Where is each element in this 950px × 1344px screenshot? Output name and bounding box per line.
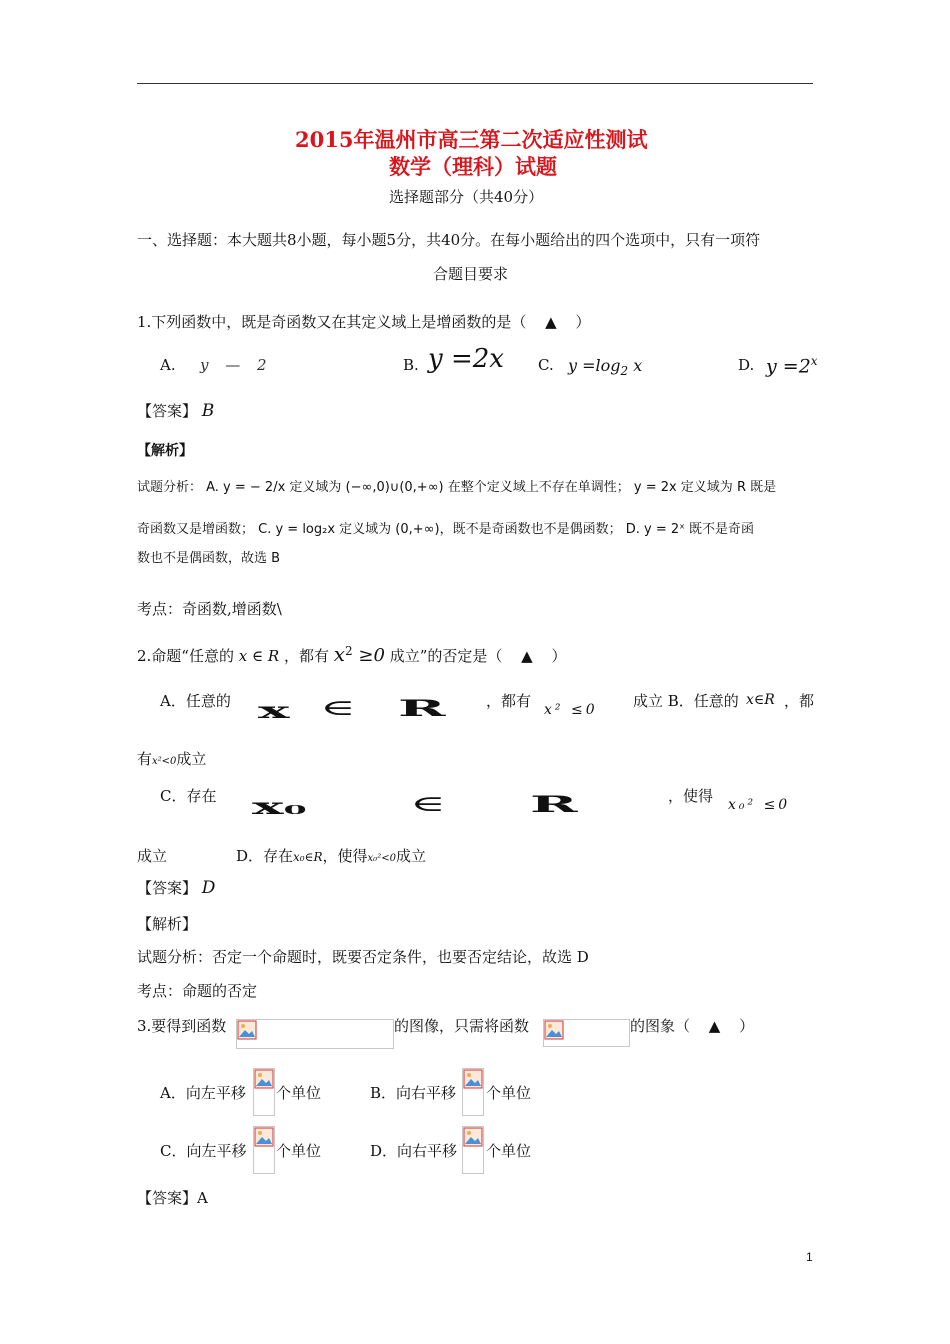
q1-kaodian: 考点：奇函数,增函数\ (137, 600, 282, 618)
q3-option-d-unit: 个单位 (486, 1142, 532, 1160)
q1-analysis-label: 【解析】 (137, 443, 193, 459)
q2-stem (137, 642, 567, 666)
q3-option-a-unit: 个单位 (276, 1084, 322, 1102)
q3-stem-close: ） (739, 1017, 755, 1035)
q2-stem-close: ） (551, 647, 567, 665)
q2-option-d-end: 成立 (395, 847, 426, 865)
answer-marker-icon: ▲ (708, 1017, 721, 1035)
q2-option-a-text: ，都有 (486, 692, 532, 710)
q1-option-d-exp: x (810, 354, 818, 368)
q1-option-c-var: x (633, 356, 643, 375)
q1-option-a-label: A. (160, 356, 176, 374)
q2-option-a-end: 成立 B．任意的 (633, 692, 739, 710)
q1-stem (137, 311, 590, 332)
q2-analysis: 试题分析：否定一个命题时，既要否定条件，也要否定结论，故选 D (137, 948, 589, 966)
q2-stem-math3: ≥0 (352, 645, 385, 666)
q1-stem-text: 1.下列函数中，既是奇函数又在其定义域上是增函数的是（ (137, 313, 527, 331)
q3-option-c-unit: 个单位 (276, 1142, 322, 1160)
q3-answer (137, 1187, 208, 1208)
q3-option-b-unit: 个单位 (486, 1084, 532, 1102)
q2-option-b-ineq: x²<0 (152, 756, 177, 767)
q2-option-c-text: ，使得 (668, 787, 714, 805)
q1-stem-close: ） (575, 313, 591, 331)
answer-marker-icon: ▲ (545, 313, 557, 331)
q1-option-c-main: y =log (568, 356, 621, 375)
q1-answer (137, 400, 214, 421)
q1-option-d-formula (766, 354, 818, 377)
q3-answer-label: 【答案】 (137, 1189, 198, 1207)
broken-image-icon (543, 1019, 630, 1047)
q2-answer-value: D (201, 878, 216, 898)
q1-option-c-formula (568, 356, 642, 378)
broken-image-icon (236, 1019, 394, 1049)
q2-analysis-label: 【解析】 (137, 915, 198, 933)
q2-option-c-end: 成立 (137, 847, 168, 865)
q3-option-c-label: C．向左平移 (160, 1142, 247, 1160)
q2-option-a-x: x (258, 698, 290, 724)
exam-subtitle: 数学（理科）试题 (389, 154, 557, 179)
q2-option-b-formula: x∈R (746, 692, 775, 708)
q3-answer-value: A (197, 1189, 208, 1207)
q2-answer-label: 【答案】 (137, 879, 198, 897)
broken-image-icon (462, 1068, 484, 1116)
q1-analysis-line3: 数也不是偶函数，故选 B (137, 551, 281, 566)
q2-stem-math1: x ∈ R (238, 647, 280, 665)
q1-option-b-label: B. (403, 356, 419, 374)
q1-option-d-label: D. (738, 356, 755, 374)
q1-analysis-line1: 试题分析： A. y = − 2/x 定义域为 (−∞,0)∪(0,+∞) 在整个定义域上不存在单调性； y = 2x 定义域为 R 既是 (137, 480, 777, 495)
q2-option-d (236, 845, 426, 866)
q3-option-a-label: A．向左平移 (160, 1084, 246, 1102)
q3-option-d-label: D．向右平移 (370, 1142, 458, 1160)
exam-title: 2015年温州市高三第二次适应性测试 (295, 127, 648, 152)
broken-image-icon (253, 1126, 275, 1174)
q2-option-a-in: ∈ (320, 696, 356, 721)
q2-option-d-formula: x₀∈R (293, 850, 323, 864)
q1-option-d-main: y =2 (766, 355, 811, 378)
q2-answer (137, 877, 215, 898)
q3-stem-c-text: 的图象（ (630, 1017, 691, 1035)
q1-option-c-label: C. (538, 356, 554, 374)
section-heading: 选择题部分（共40分） (389, 188, 544, 206)
instructions-line2: 合题目要求 (433, 265, 509, 283)
q2-stem-a: 2.命题“任意的 (137, 647, 234, 665)
answer-marker-icon: ▲ (521, 647, 533, 665)
q2-option-c-in: ∈ (410, 792, 446, 817)
q3-stem-a: 3.要得到函数 (137, 1017, 227, 1035)
q2-stem-math2: x (333, 642, 346, 666)
instructions-line1: 一、选择题：本大题共8小题，每小题5分，共40分。在每小题给出的四个选项中，只有一项符 (137, 231, 761, 249)
broken-image-icon (462, 1126, 484, 1174)
q2-option-c-x: x₀ (252, 794, 307, 820)
header-rule (137, 83, 813, 84)
q1-answer-value: B (201, 401, 215, 421)
q2-stem-b: ，都有 (283, 647, 329, 665)
q2-option-b-end: 成立 (176, 750, 207, 768)
q2-option-b-text: ，都 (784, 692, 815, 710)
q3-option-b-label: B．向右平移 (370, 1084, 457, 1102)
q2-option-a-R: R (398, 696, 446, 722)
q1-option-a-formula: y — 2 (200, 356, 273, 374)
q2-option-c-label: C．存在 (160, 787, 217, 805)
q2-option-d-label: D．存在 (236, 847, 294, 865)
q2-stem-c: 成立”的否定是（ (389, 647, 503, 665)
q2-option-b-line2 (137, 748, 206, 769)
q2-option-a-label: A．任意的 (160, 692, 231, 710)
q1-option-c-base: 2 (620, 364, 629, 379)
q2-option-c-R: R (530, 792, 578, 818)
page-number: 1 (806, 1250, 813, 1264)
q2-kaodian: 考点：命题的否定 (137, 982, 258, 1000)
q3-stem-b: 的图像，只需将函数 (394, 1017, 530, 1035)
q2-stem-sup: 2 (345, 644, 353, 658)
q2-option-c-ineq: x₀² ≤0 (728, 797, 791, 813)
q2-option-d-text: ，使得 (322, 847, 368, 865)
q3-stem-c (630, 1015, 754, 1036)
broken-image-icon (253, 1068, 275, 1116)
q1-answer-label: 【答案】 (137, 402, 198, 420)
q2-option-a-ineq: x² ≤0 (544, 702, 598, 718)
q2-option-b-you: 有 (137, 750, 153, 768)
q1-option-b-formula: y =2x (428, 344, 504, 374)
q2-option-d-ineq: x₀²<0 (367, 853, 396, 864)
q1-analysis-line2: 奇函数又是增函数； C. y = log₂x 定义域为 (0,+∞)，既不是奇函数也不是偶函数； D. y = 2ˣ 既不是奇函 (137, 522, 755, 537)
